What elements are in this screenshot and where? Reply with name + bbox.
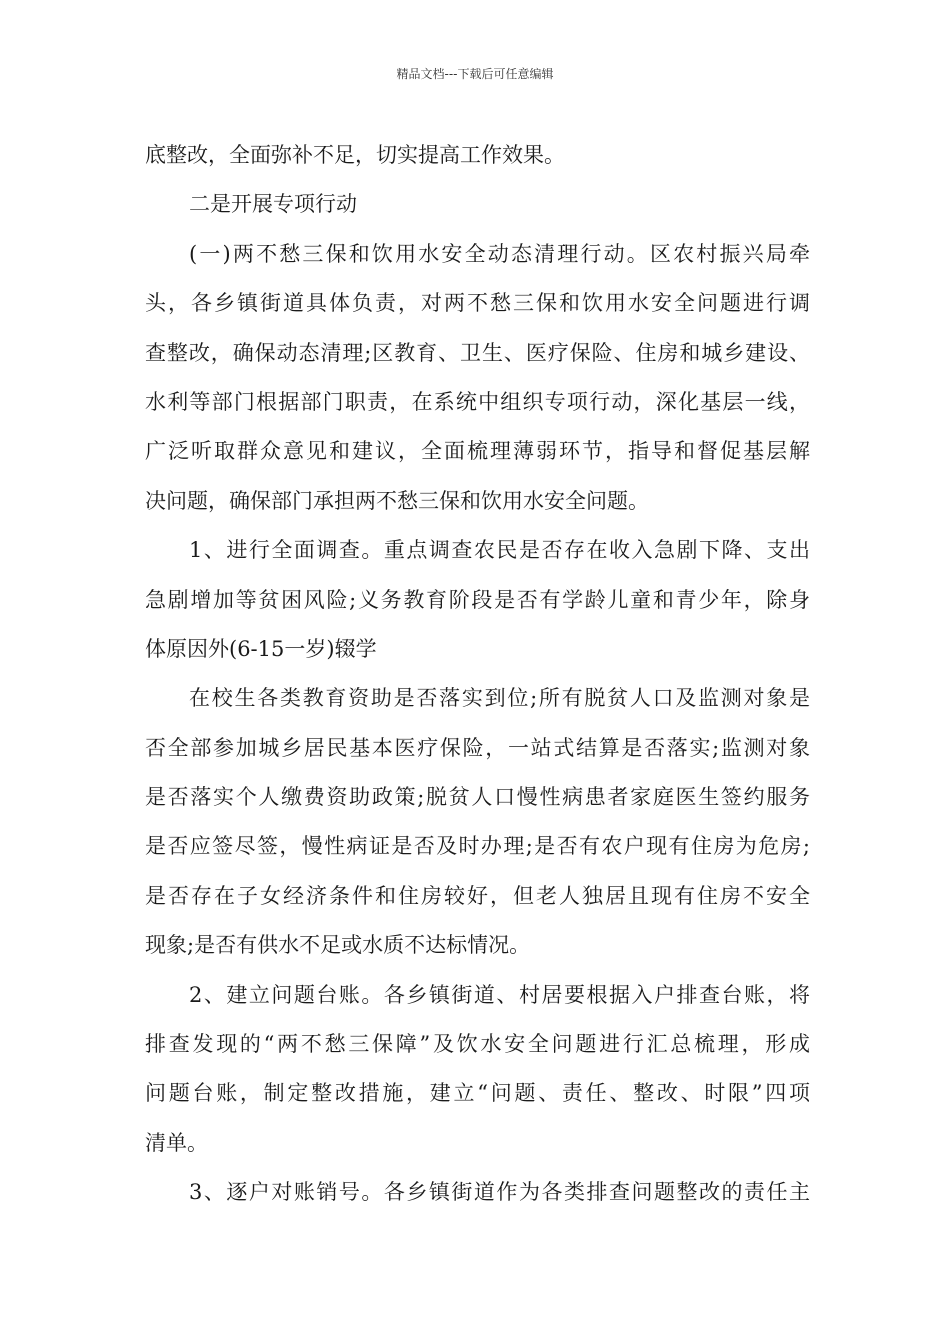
text-line: 是否落实个人缴费资助政策;脱贫人口慢性病患者家庭医生签约服务 bbox=[145, 785, 810, 810]
text-line: 决问题，确保部门承担两不愁三保和饮用水安全问题。 bbox=[145, 488, 649, 513]
text-line: 在校生各类教育资助是否落实到位;所有脱贫人口及监测对象是 bbox=[189, 686, 810, 711]
text-line: 头，各乡镇街道具体负责，对两不愁三保和饮用水安全问题进行调 bbox=[145, 291, 810, 316]
text-line: 是否存在子女经济条件和住房较好，但老人独居且现有住房不安全 bbox=[145, 883, 810, 908]
page-header: 精品文档---下载后可任意编辑 bbox=[396, 67, 554, 81]
text-line: 否全部参加城乡居民基本医疗保险，一站式结算是否落实;监测对象 bbox=[145, 735, 810, 760]
text-line: 广泛听取群众意见和建议，全面梳理薄弱环节，指导和督促基层解 bbox=[145, 439, 810, 464]
text-line: 1、进行全面调查。重点调查农民是否存在收入急剧下降、支出 bbox=[189, 538, 810, 563]
text-line: 底整改，全面弥补不足，切实提高工作效果。 bbox=[145, 143, 565, 167]
text-line: 清单。 bbox=[145, 1130, 208, 1155]
text-line: 是否应签尽签，慢性病证是否及时办理;是否有农户现有住房为危房; bbox=[145, 834, 810, 859]
text-line: 2、建立问题台账。各乡镇街道、村居要根据入户排查台账，将 bbox=[189, 982, 810, 1007]
text-line: 体原因外(6-15一岁)辍学 bbox=[145, 636, 377, 661]
text-line: 现象;是否有供水不足或水质不达标情况。 bbox=[145, 933, 531, 958]
document-body bbox=[145, 131, 810, 1218]
text-line: 水利等部门根据部门职责，在系统中组织专项行动，深化基层一线， bbox=[145, 389, 810, 414]
text-line: 问题台账，制定整改措施，建立“问题、责任、整改、时限”四项 bbox=[145, 1081, 810, 1106]
text-line: 查整改，确保动态清理;区教育、卫生、医疗保险、住房和城乡建设、 bbox=[145, 340, 810, 365]
section-heading: 二是开展专项行动 bbox=[189, 192, 357, 217]
text-line: 急剧增加等贫困风险;义务教育阶段是否有学龄儿童和青少年，除身 bbox=[145, 587, 810, 612]
text-line: (一)两不愁三保和饮用水安全动态清理行动。区农村振兴局牵 bbox=[189, 241, 810, 266]
text-line: 排查发现的“两不愁三保障”及饮水安全问题进行汇总梳理，形成 bbox=[145, 1032, 810, 1057]
text-line: 3、逐户对账销号。各乡镇街道作为各类排查问题整改的责任主 bbox=[189, 1180, 810, 1205]
